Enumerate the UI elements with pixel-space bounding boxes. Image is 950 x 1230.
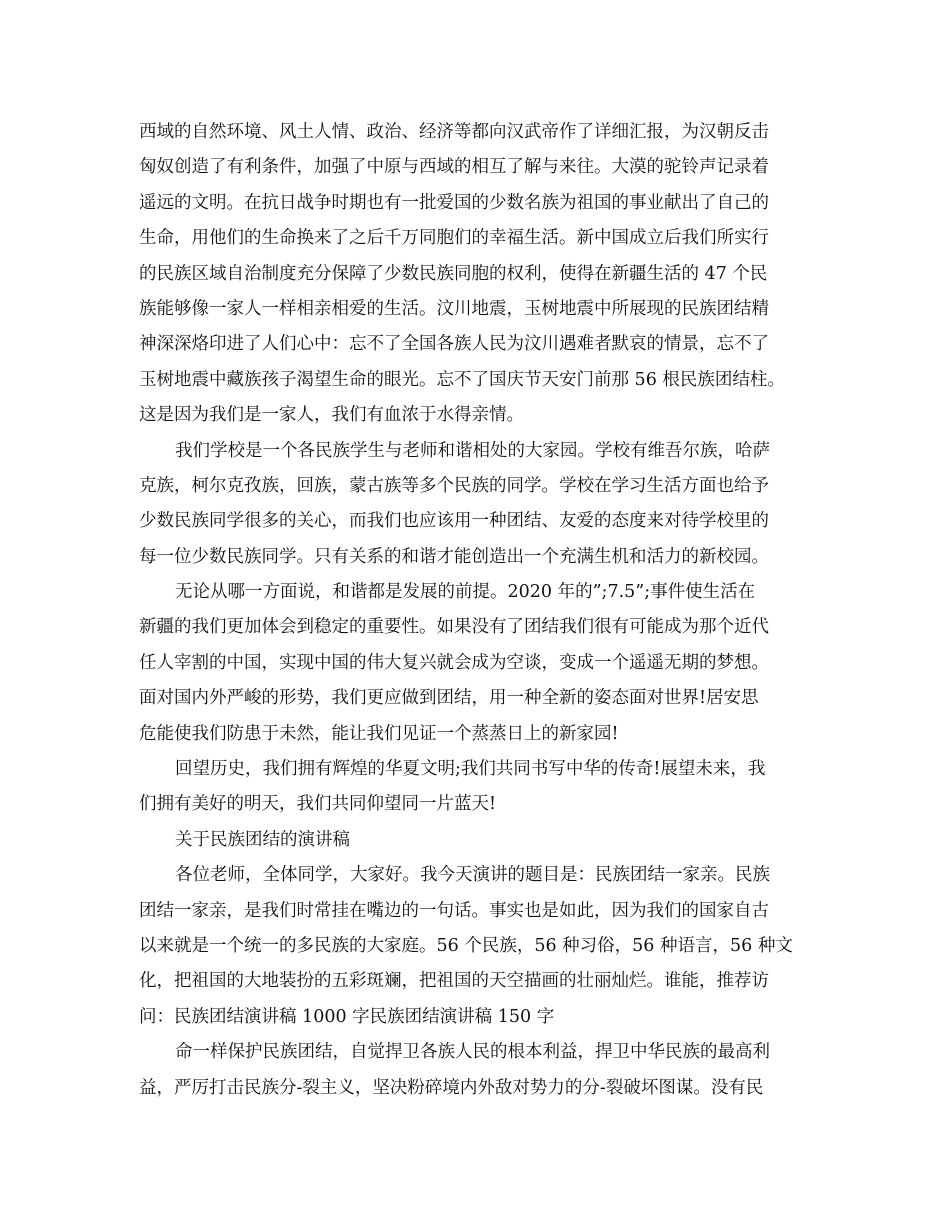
- text-line: 克族，柯尔克孜族，回族，蒙古族等多个民族的同学。学校在学习生活方面也给予: [139, 475, 769, 496]
- text-line: 各位老师，全体同学，大家好。我今天演讲的题目是：民族团结一家亲。民族: [175, 865, 770, 886]
- text-line: 回望历史，我们拥有辉煌的华夏文明;我们共同书写中华的传奇!展望未来，我: [175, 759, 766, 780]
- text-line: 这是因为我们是一家人，我们有血浓于水得亲情。: [139, 405, 524, 426]
- text-line: 玉树地震中藏族孩子渴望生命的眼光。忘不了国庆节天安门前那 56 根民族团结柱。: [139, 369, 785, 390]
- text-line: 神深深烙印进了人们心中：忘不了全国各族人民为汶川遇难者默哀的情景，忘不了: [139, 334, 769, 355]
- text-line: 族能够像一家人一样相亲相爱的生活。汶川地震，玉树地震中所展现的民族团结精: [139, 298, 769, 319]
- text-line: 西域的自然环境、风土人情、政治、经济等都向汉武帝作了详细汇报，为汉朝反击: [139, 122, 769, 142]
- text-line: 面对国内外严峻的形势，我们更应做到团结，用一种全新的姿态面对世界!居安思: [139, 688, 759, 709]
- text-line: 每一位少数民族同学。只有关系的和谐才能创造出一个充满生机和活力的新校园。: [139, 546, 769, 567]
- text-line: 问：民族团结演讲稿 1000 字民族团结演讲稿 150 字: [139, 1006, 555, 1027]
- text-line: 团结一家亲，是我们时常挂在嘴边的一句话。事实也是如此，因为我们的国家自古: [139, 900, 769, 921]
- text-line: 们拥有美好的明天，我们共同仰望同一片蓝天!: [139, 794, 497, 815]
- text-line: 益，严厉打击民族分-裂主义，坚决粉碎境内外敌对势力的分-裂破坏图谋。没有民: [139, 1077, 764, 1098]
- text-line: 无论从哪一方面说，和谐都是发展的前提。2020 年的”;7.5”;事件使生活在: [175, 582, 756, 603]
- text-line: 生命，用他们的生命换来了之后千万同胞们的幸福生活。新中国成立后我们所实行: [139, 228, 769, 249]
- text-line: 化，把祖国的大地装扮的五彩斑斓，把祖国的天空描画的壮丽灿烂。谁能，推荐访: [139, 971, 769, 992]
- text-line: 危能使我们防患于未然，能让我们见证一个蒸蒸日上的新家园!: [139, 723, 619, 744]
- text-line: 任人宰割的中国，实现中国的伟大复兴就会成为空谈，变成一个遥遥无期的梦想。: [139, 652, 769, 673]
- document-body: [139, 115, 829, 1106]
- text-line: 遥远的文明。在抗日战争时期也有一批爱国的少数名族为祖国的事业献出了自己的: [139, 192, 769, 213]
- text-line: 关于民族团结的演讲稿: [175, 829, 350, 850]
- text-line: 我们学校是一个各民族学生与老师和谐相处的大家园。学校有维吾尔族，哈萨: [175, 440, 770, 461]
- text-line: 少数民族同学很多的关心，而我们也应该用一种团结、友爱的态度来对待学校里的: [139, 511, 769, 532]
- text-line: 的民族区域自治制度充分保障了少数民族同胞的权利，使得在新疆生活的 47 个民: [139, 263, 768, 284]
- text-line: 新疆的我们更加体会到稳定的重要性。如果没有了团结我们很有可能成为那个近代: [139, 617, 769, 638]
- text-line: 以来就是一个统一的多民族的大家庭。56 个民族，56 种习俗，56 种语言，56 种文: [139, 935, 793, 956]
- text-line: 命一样保护民族团结，自觉捍卫各族人民的根本利益，捍卫中华民族的最高利: [175, 1042, 770, 1063]
- text-line: 匈奴创造了有利条件，加强了中原与西域的相互了解与来往。大漠的驼铃声记录着: [139, 157, 769, 178]
